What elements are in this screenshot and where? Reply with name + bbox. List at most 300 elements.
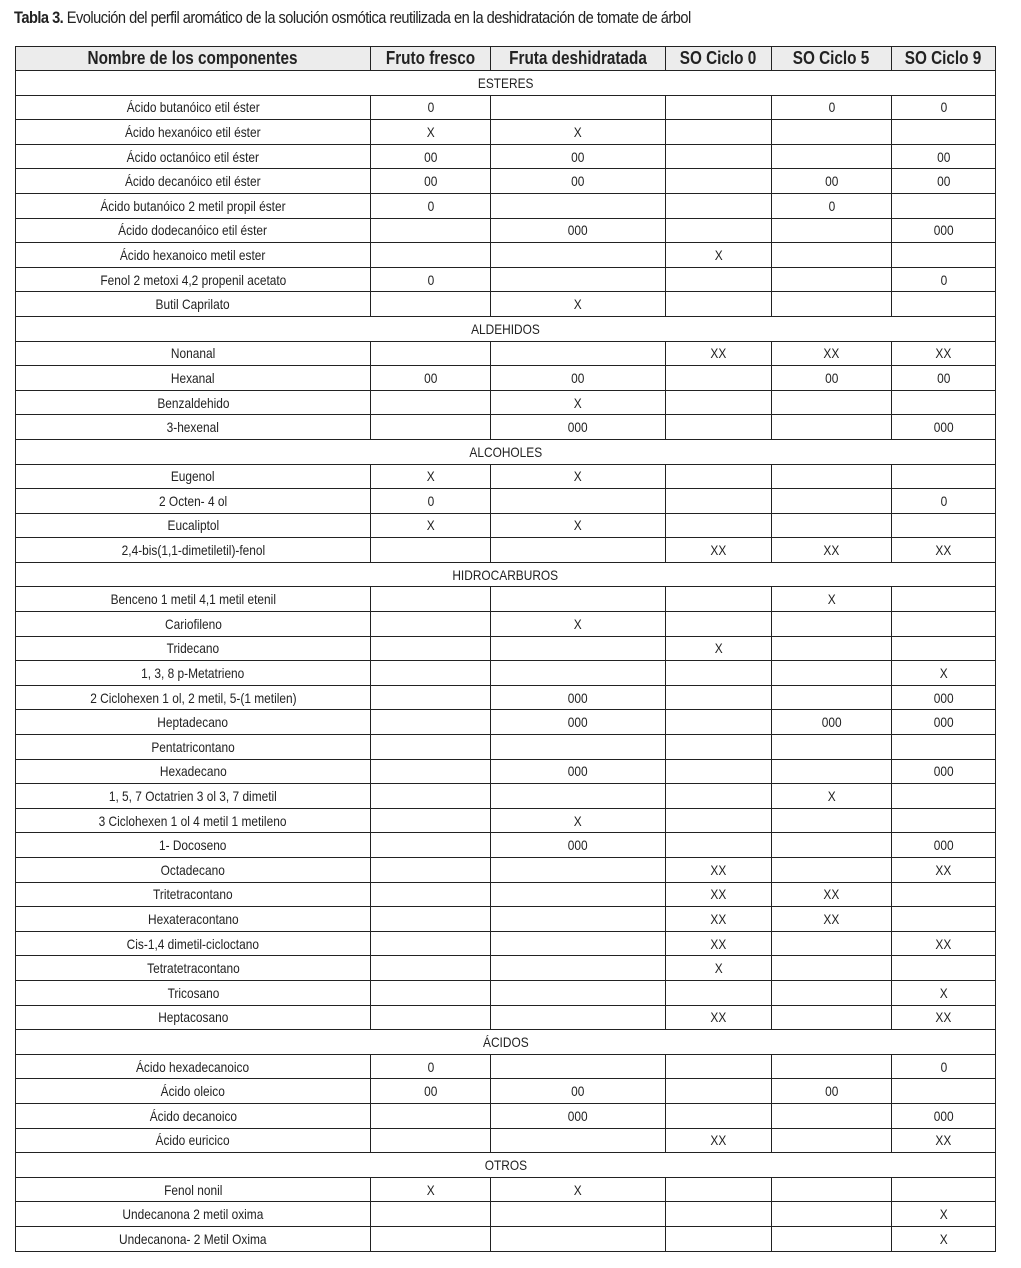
value-cell (371, 1005, 491, 1030)
component-name-text: Butil Caprilato (155, 296, 231, 313)
value-cell (892, 661, 996, 686)
value-cell (772, 243, 892, 268)
value-text: 00 (571, 369, 585, 386)
component-name (16, 1103, 371, 1128)
value-cell (491, 710, 666, 735)
section-row (16, 1153, 996, 1178)
value-cell (892, 538, 996, 563)
value-cell (491, 587, 666, 612)
value-cell (371, 907, 491, 932)
value-text: XX (710, 935, 727, 952)
value-cell (371, 538, 491, 563)
component-name (16, 193, 371, 218)
value-cell (491, 685, 666, 710)
value-cell (772, 1128, 892, 1153)
value-text: 000 (568, 222, 588, 239)
value-cell (892, 193, 996, 218)
value-cell (772, 292, 892, 317)
value-cell (491, 1202, 666, 1227)
value-cell (892, 243, 996, 268)
component-name-text: Fenol nonil (163, 1181, 223, 1198)
value-cell (666, 833, 772, 858)
value-cell (666, 1054, 772, 1079)
value-cell (666, 95, 772, 120)
aroma-profile-table (15, 46, 996, 1252)
value-cell (772, 833, 892, 858)
value-cell (666, 1177, 772, 1202)
value-cell (772, 464, 892, 489)
value-text: 000 (568, 763, 588, 780)
value-cell (772, 636, 892, 661)
value-cell (666, 489, 772, 514)
value-cell (892, 366, 996, 391)
value-cell (892, 956, 996, 981)
value-cell (371, 193, 491, 218)
value-cell (666, 267, 772, 292)
value-cell (491, 193, 666, 218)
component-name-text: Cariofileno (164, 615, 222, 632)
value-text: X (714, 960, 723, 977)
value-cell (892, 858, 996, 883)
value-text: 00 (936, 148, 951, 165)
value-text: XX (710, 345, 727, 362)
value-text: XX (823, 542, 840, 559)
value-cell (371, 759, 491, 784)
table-row (16, 1005, 996, 1030)
value-text: X (714, 640, 723, 657)
value-cell (772, 341, 892, 366)
table-row (16, 735, 996, 760)
component-name (16, 833, 371, 858)
value-text: 00 (824, 173, 839, 190)
table-row (16, 907, 996, 932)
value-cell (892, 636, 996, 661)
value-cell (371, 956, 491, 981)
section-row (16, 1030, 996, 1055)
section-row (16, 71, 996, 96)
value-text: 00 (423, 1083, 438, 1100)
component-name (16, 292, 371, 317)
table-row (16, 95, 996, 120)
component-name (16, 538, 371, 563)
value-cell (892, 612, 996, 637)
component-name-text: Undecanona 2 metil oxima (122, 1206, 264, 1223)
value-text: 00 (571, 1083, 585, 1100)
value-cell (491, 636, 666, 661)
value-cell (371, 267, 491, 292)
value-cell (666, 1103, 772, 1128)
value-cell (491, 808, 666, 833)
value-cell (892, 169, 996, 194)
column-header-label: SO Ciclo 0 (680, 48, 757, 68)
table-row (16, 685, 996, 710)
section-row (16, 562, 996, 587)
table-row (16, 1202, 996, 1227)
table-row (16, 980, 996, 1005)
value-text: XX (823, 910, 840, 927)
value-cell (666, 882, 772, 907)
value-cell (892, 1177, 996, 1202)
component-name-text: Hexateracontano (147, 910, 239, 927)
component-name-text: Tricosano (167, 984, 219, 1001)
value-cell (491, 956, 666, 981)
component-name-text: Ácido euricico (155, 1132, 231, 1149)
column-header (772, 47, 892, 71)
value-cell (666, 735, 772, 760)
table-row (16, 292, 996, 317)
component-name (16, 1202, 371, 1227)
value-cell (666, 538, 772, 563)
value-cell (772, 489, 892, 514)
component-name-text: 2 Ciclohexen 1 ol, 2 metil, 5-(1 metilen) (89, 689, 297, 706)
value-cell (892, 735, 996, 760)
component-name-text: Hexadecano (159, 763, 227, 780)
value-cell (666, 636, 772, 661)
value-cell (772, 685, 892, 710)
value-cell (772, 95, 892, 120)
caption-text: Evolución del perfil aromático de la solución osmótica reutilizada en la deshidratación de tomate de árbol (66, 8, 691, 27)
section-title (16, 71, 996, 96)
value-text: 00 (824, 369, 839, 386)
component-name (16, 980, 371, 1005)
table-caption (14, 8, 691, 28)
table-row (16, 169, 996, 194)
value-cell (666, 759, 772, 784)
value-text: 000 (821, 714, 842, 731)
value-cell (666, 980, 772, 1005)
component-name-text: Cis-1,4 dimetil-cicloctano (126, 935, 260, 952)
table-row (16, 243, 996, 268)
value-cell (892, 218, 996, 243)
value-cell (491, 267, 666, 292)
component-name-text: Nonanal (170, 345, 216, 362)
column-header (371, 47, 491, 71)
component-name (16, 95, 371, 120)
table-row (16, 956, 996, 981)
value-cell (772, 1054, 892, 1079)
value-cell (772, 1226, 892, 1251)
value-text: 000 (568, 1107, 588, 1124)
value-text: X (574, 1181, 582, 1198)
value-text: X (574, 296, 582, 313)
value-text: 0 (828, 99, 835, 116)
value-cell (371, 341, 491, 366)
value-cell (892, 144, 996, 169)
value-cell (666, 808, 772, 833)
value-cell (666, 661, 772, 686)
value-text: 0 (940, 1058, 947, 1075)
table-row (16, 144, 996, 169)
value-cell (772, 931, 892, 956)
table-row (16, 1054, 996, 1079)
value-cell (772, 735, 892, 760)
value-text: 00 (571, 173, 585, 190)
value-text: X (574, 812, 582, 829)
value-cell (666, 415, 772, 440)
value-cell (371, 1079, 491, 1104)
value-cell (666, 1079, 772, 1104)
component-name-text: Tritetracontano (153, 886, 233, 903)
value-cell (371, 95, 491, 120)
value-cell (491, 415, 666, 440)
value-text: XX (935, 1132, 952, 1149)
component-name-text: Benzaldehido (156, 394, 230, 411)
value-cell (772, 882, 892, 907)
value-cell (666, 292, 772, 317)
value-cell (371, 685, 491, 710)
value-cell (371, 169, 491, 194)
value-cell (371, 464, 491, 489)
value-cell (491, 218, 666, 243)
value-cell (892, 390, 996, 415)
value-cell (371, 858, 491, 883)
value-text: 000 (933, 222, 954, 239)
value-cell (491, 1103, 666, 1128)
value-cell (892, 759, 996, 784)
value-cell (491, 759, 666, 784)
value-cell (491, 833, 666, 858)
value-text: XX (710, 910, 727, 927)
value-cell (491, 513, 666, 538)
component-name (16, 1054, 371, 1079)
value-cell (491, 735, 666, 760)
component-name (16, 366, 371, 391)
component-name-text: Hexanal (171, 369, 215, 386)
value-cell (491, 1177, 666, 1202)
component-name (16, 931, 371, 956)
value-cell (772, 1103, 892, 1128)
value-cell (666, 1128, 772, 1153)
section-title (16, 1030, 996, 1055)
column-header-label: Nombre de los componentes (87, 48, 298, 68)
value-cell (892, 931, 996, 956)
value-cell (371, 882, 491, 907)
value-cell (772, 907, 892, 932)
value-cell (892, 710, 996, 735)
component-name (16, 784, 371, 809)
component-name (16, 1005, 371, 1030)
value-text: X (574, 123, 582, 140)
component-name (16, 956, 371, 981)
section-title (16, 562, 996, 587)
component-name (16, 218, 371, 243)
value-cell (371, 1103, 491, 1128)
component-name (16, 685, 371, 710)
table-row (16, 341, 996, 366)
value-text: X (939, 1206, 948, 1223)
table-row (16, 513, 996, 538)
value-text: XX (710, 886, 727, 903)
value-cell (666, 1005, 772, 1030)
component-name-text: Eugenol (171, 468, 215, 485)
column-header-label: SO Ciclo 9 (905, 48, 982, 68)
component-name-text: Ácido decanóico etil éster (125, 173, 261, 190)
value-cell (772, 980, 892, 1005)
value-text: X (939, 984, 948, 1001)
value-cell (892, 833, 996, 858)
value-cell (371, 1177, 491, 1202)
value-text: 0 (828, 197, 835, 214)
value-cell (371, 735, 491, 760)
table-row (16, 390, 996, 415)
value-cell (772, 759, 892, 784)
value-cell (371, 833, 491, 858)
value-cell (666, 464, 772, 489)
section-title (16, 439, 996, 464)
value-cell (491, 464, 666, 489)
value-cell (666, 587, 772, 612)
value-text: X (426, 123, 435, 140)
component-name (16, 489, 371, 514)
value-text: 0 (940, 492, 947, 509)
column-header-label: Fruta deshidratada (509, 48, 647, 68)
value-text: X (426, 1181, 435, 1198)
component-name-text: Heptacosano (157, 1009, 229, 1026)
value-cell (892, 1079, 996, 1104)
header-row (16, 47, 996, 71)
value-cell (666, 907, 772, 932)
value-cell (666, 341, 772, 366)
table-row (16, 710, 996, 735)
value-cell (491, 1005, 666, 1030)
value-cell (666, 390, 772, 415)
value-cell (772, 612, 892, 637)
value-cell (772, 218, 892, 243)
value-text: 000 (568, 837, 588, 854)
column-header-label: SO Ciclo 5 (793, 48, 870, 68)
component-name (16, 415, 371, 440)
table-row (16, 464, 996, 489)
table-row (16, 808, 996, 833)
table-row (16, 1128, 996, 1153)
value-cell (666, 685, 772, 710)
value-cell (772, 1177, 892, 1202)
component-name-text: Fenol 2 metoxi 4,2 propenil acetato (100, 271, 286, 288)
column-header-label: Fruto fresco (385, 48, 476, 68)
component-name-text: 2 Octen- 4 ol (158, 492, 228, 509)
value-cell (892, 587, 996, 612)
value-text: X (939, 665, 948, 682)
value-cell (491, 1128, 666, 1153)
section-label: ALDEHIDOS (471, 320, 540, 337)
value-cell (491, 390, 666, 415)
value-text: XX (710, 1009, 727, 1026)
value-cell (666, 858, 772, 883)
value-text: 00 (936, 369, 951, 386)
value-cell (666, 956, 772, 981)
component-name-text: 3 Ciclohexen 1 ol 4 metil 1 metileno (99, 812, 287, 829)
value-cell (666, 710, 772, 735)
table-row (16, 931, 996, 956)
component-name (16, 513, 371, 538)
component-name (16, 710, 371, 735)
value-cell (892, 980, 996, 1005)
component-name (16, 1226, 371, 1251)
value-cell (491, 243, 666, 268)
table-body (16, 71, 996, 1252)
value-cell (371, 218, 491, 243)
value-cell (491, 95, 666, 120)
value-cell (666, 218, 772, 243)
component-name (16, 390, 371, 415)
value-cell (371, 808, 491, 833)
value-cell (491, 931, 666, 956)
section-label: HIDROCARBUROS (452, 566, 559, 583)
column-header (16, 47, 371, 71)
value-cell (371, 1128, 491, 1153)
value-cell (666, 120, 772, 145)
table-row (16, 1226, 996, 1251)
value-cell (491, 661, 666, 686)
component-name (16, 464, 371, 489)
component-name-text: 3-hexenal (166, 419, 220, 436)
value-cell (371, 1054, 491, 1079)
value-text: X (939, 1230, 948, 1247)
component-name-text: Ácido decanoico (149, 1107, 237, 1124)
value-cell (892, 292, 996, 317)
value-cell (666, 1226, 772, 1251)
value-cell (371, 612, 491, 637)
value-cell (892, 1226, 996, 1251)
value-cell (371, 292, 491, 317)
value-cell (666, 169, 772, 194)
table-row (16, 193, 996, 218)
value-cell (491, 1226, 666, 1251)
component-name (16, 144, 371, 169)
value-text: XX (935, 861, 952, 878)
value-cell (772, 415, 892, 440)
component-name (16, 735, 371, 760)
value-text: XX (935, 345, 952, 362)
value-cell (772, 267, 892, 292)
value-text: 000 (933, 419, 954, 436)
value-cell (772, 587, 892, 612)
value-text: 00 (423, 148, 438, 165)
table-row (16, 759, 996, 784)
component-name-text: Ácido butanóico 2 metil propil éster (100, 197, 286, 214)
value-cell (371, 513, 491, 538)
value-cell (772, 1005, 892, 1030)
component-name (16, 808, 371, 833)
value-cell (772, 661, 892, 686)
component-name-text: 2,4-bis(1,1-dimetiletil)-fenol (121, 542, 265, 559)
value-cell (666, 366, 772, 391)
component-name-text: Ácido hexadecanoico (136, 1058, 250, 1075)
component-name (16, 267, 371, 292)
component-name-text: 1, 5, 7 Octatrien 3 ol 3, 7 dimetil (108, 788, 278, 805)
value-cell (772, 808, 892, 833)
value-cell (371, 1226, 491, 1251)
column-header (892, 47, 996, 71)
value-text: X (574, 394, 582, 411)
component-name (16, 243, 371, 268)
value-cell (892, 784, 996, 809)
value-cell (772, 193, 892, 218)
value-text: XX (935, 935, 952, 952)
value-text: 00 (423, 369, 438, 386)
value-text: XX (935, 1009, 952, 1026)
value-cell (491, 1054, 666, 1079)
value-cell (772, 1079, 892, 1104)
value-cell (772, 858, 892, 883)
value-cell (892, 1054, 996, 1079)
value-text: XX (710, 542, 727, 559)
value-cell (491, 292, 666, 317)
value-cell (892, 907, 996, 932)
value-cell (371, 1202, 491, 1227)
value-cell (371, 784, 491, 809)
value-text: 000 (933, 763, 954, 780)
